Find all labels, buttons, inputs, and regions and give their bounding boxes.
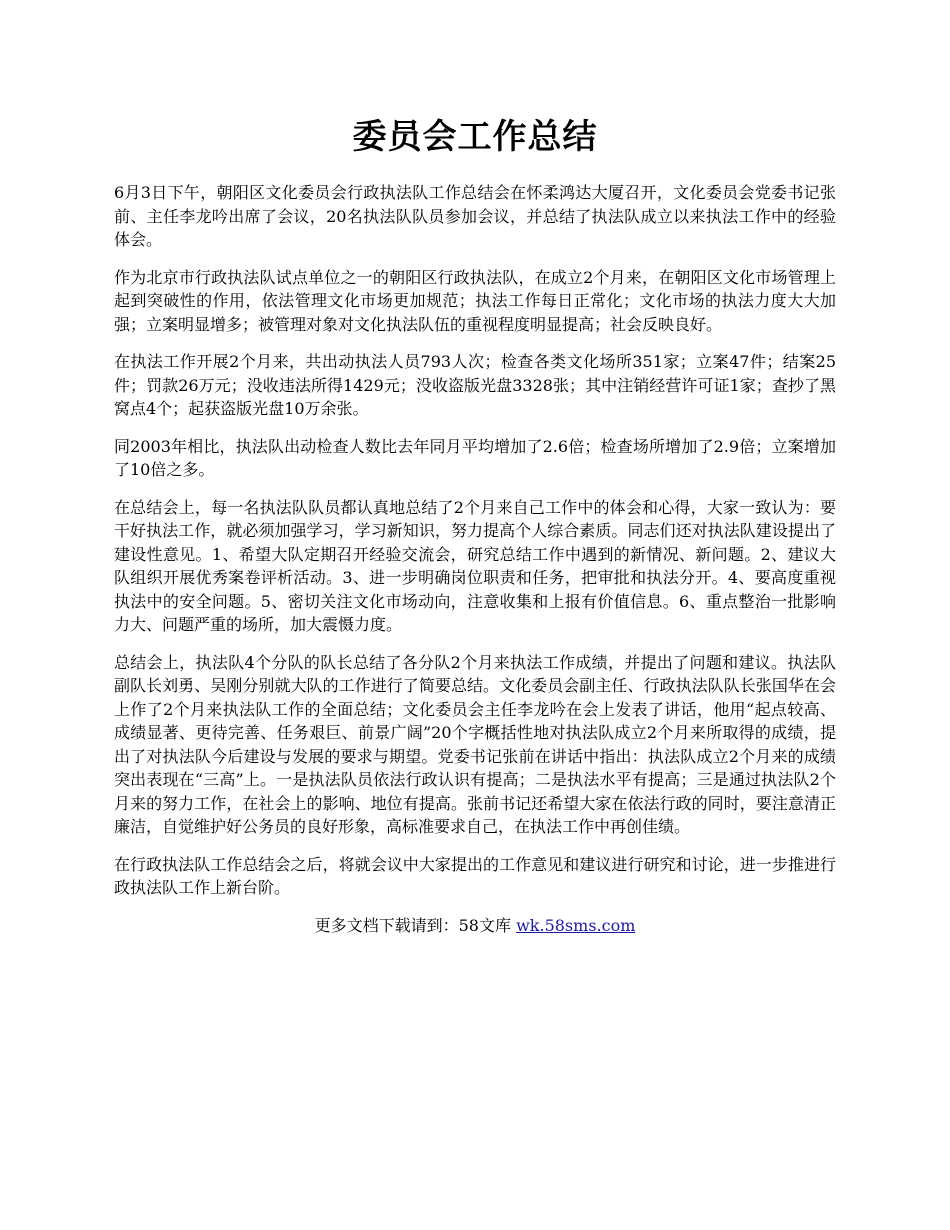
paragraph-statistics: 在执法工作开展2个月来，共出动执法人员793人次；检查各类文化场所351家；立案47件；结案25件；罚款26万元；没收违法所得1429元；没收盗版光盘3328张；其中注销经营许可证1家；查抄了黑窝点4个；起获盗版光盘10万余张。	[114, 352, 836, 418]
document-title: 委员会工作总结	[352, 117, 598, 157]
download-footer	[114, 914, 836, 938]
document-page	[114, 0, 836, 937]
footer-link[interactable]: wk.58sms.com	[516, 915, 636, 935]
paragraph-leadership-summary: 总结会上，执法队4个分队的队长总结了各分队2个月来执法工作成绩，并提出了问题和建议。执法队副队长刘勇、吴刚分别就大队的工作进行了简要总结。文化委员会副主任、行政执法队队长张国华在会上作了2个月来执法队工作的全面总结；文化委员会主任李龙吟在会上发表了讲话，他用“起点较高、成绩显著、更待完善、任务艰巨、前景广阔”20个字概括性地对执法队成立2个月来所取得的成绩，提出了对执法队今后建设与发展的要求与期望。党委书记张前在讲话中指出：执法队成立2个月来的成绩突出表现在“三高”上。一是执法队员依法行政认识有提高；二是执法水平有提高；三是通过执法队2个月来的努力工作，在社会上的影响、地位有提高。张前书记还希望大家在依法行政的同时，要注意清正廉洁，自觉维护好公务员的良好形象，高标准要求自己，在执法工作中再创佳绩。	[114, 652, 836, 836]
paragraph-comparison-2003: 同2003年相比，执法队出动检查人数比去年同月平均增加了2.6倍；检查场所增加了2.9倍；立案增加了10倍之多。	[114, 436, 836, 479]
paragraph-next-steps: 在行政执法队工作总结会之后，将就会议中大家提出的工作意见和建议进行研究和讨论，进一步推进行政执法队工作上新台阶。	[114, 854, 836, 897]
footer-prefix: 更多文档下载请到：58文库	[314, 915, 511, 935]
paragraph-member-suggestions: 在总结会上，每一名执法队队员都认真地总结了2个月来自己工作中的体会和心得，大家一致认为：要干好执法工作，就必须加强学习，学习新知识，努力提高个人综合素质。同志们还对执法队建设提出了建设性意见。1、希望大队定期召开经验交流会，研究总结工作中遇到的新情况、新问题。2、建议大队组织开展优秀案卷评析活动。3、进一步明确岗位职责和任务，把审批和执法分开。4、要高度重视执法中的安全问题。5、密切关注文化市场动向，注意收集和上报有价值信息。6、重点整治一批影响力大、问题严重的场所，加大震慑力度。	[114, 497, 836, 634]
paragraph-pilot-unit: 作为北京市行政执法队试点单位之一的朝阳区行政执法队，在成立2个月来，在朝阳区文化市场管理上起到突破性的作用，依法管理文化市场更加规范；执法工作每日正常化；文化市场的执法力度大大加强；立案明显增多；被管理对象对文化执法队伍的重视程度明显提高；社会反映良好。	[114, 267, 836, 334]
paragraph-meeting-intro: 6月3日下午，朝阳区文化委员会行政执法队工作总结会在怀柔鸿达大厦召开，文化委员会党委书记张前、主任李龙吟出席了会议，20名执法队队员参加会议，并总结了执法队成立以来执法工作中的经验体会。	[114, 183, 836, 249]
document-body	[114, 181, 836, 900]
